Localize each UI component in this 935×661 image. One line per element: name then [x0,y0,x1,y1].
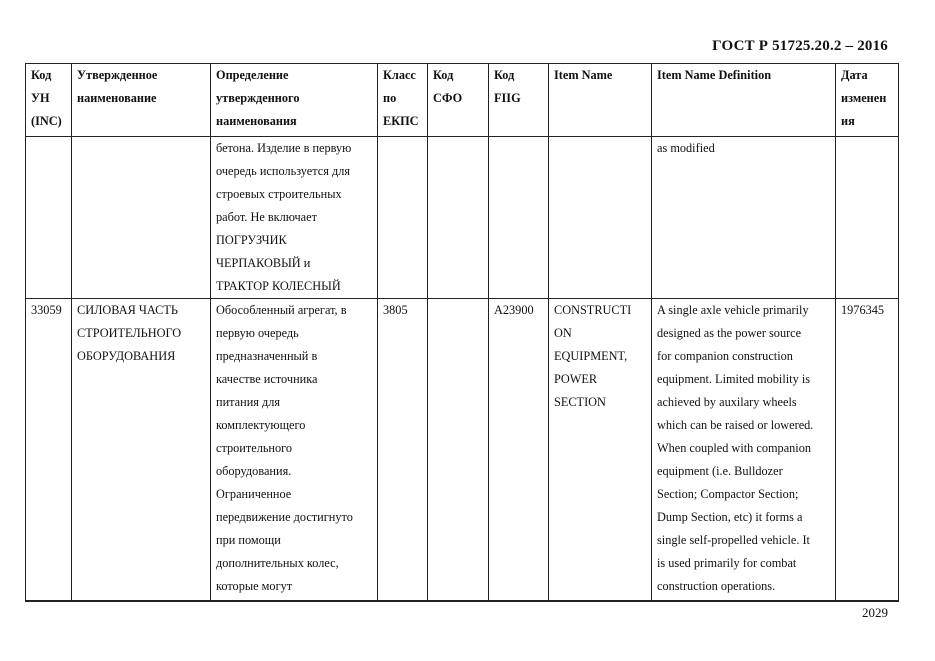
cell-fiig-code: A23900 [489,299,549,601]
cell-inc-code [26,137,72,299]
column-header-item-name-definition: Item Name Definition [652,64,836,137]
column-header-change-date: Дата изменен ия [836,64,899,137]
cell-ekps-class [378,137,428,299]
column-header-inc-code: Код УН (INC) [26,64,72,137]
cell-item-name-definition: as modified [652,137,836,299]
cell-sfo-code [428,137,489,299]
cell-sfo-code [428,299,489,601]
column-header-fiig-code: Код FIIG [489,64,549,137]
column-header-ekps-class: Класс по ЕКПС [378,64,428,137]
column-header-definition: Определение утвержденного наименования [211,64,378,137]
cell-definition: бетона. Изделие в первую очередь используется для строевых строительных работ. Не включает ПОГРУЗЧИК ЧЕРПАКОВЫЙ и ТРАКТОР КОЛЕСНЫЙ [211,137,378,299]
column-header-approved-name: Утвержденное наименование [72,64,211,137]
cell-approved-name [72,137,211,299]
document-standard-code: ГОСТ Р 51725.20.2 – 2016 [712,38,888,54]
column-header-item-name: Item Name [549,64,652,137]
cell-item-name: CONSTRUCTI ON EQUIPMENT, POWER SECTION [549,299,652,601]
cell-change-date [836,137,899,299]
table-header-row [26,64,899,137]
cell-ekps-class: 3805 [378,299,428,601]
cell-change-date: 1976345 [836,299,899,601]
table-row [26,137,899,299]
cell-fiig-code [489,137,549,299]
cell-item-name [549,137,652,299]
table-row [26,299,899,601]
page-number: 2029 [862,605,888,620]
cell-approved-name: СИЛОВАЯ ЧАСТЬ СТРОИТЕЛЬНОГО ОБОРУДОВАНИЯ [72,299,211,601]
cell-inc-code: 33059 [26,299,72,601]
column-header-sfo-code: Код СФО [428,64,489,137]
cell-item-name-definition: A single axle vehicle primarily designed as the power source for companion construction equipment. Limited mobility is achieved by auxilary wheels which can be raised or lowered. When coupled with companion equipment (i.e. Bulldozer Section; Compactor Section; Dump Section, etc) it forms a single self-propelled vehicle. It is used primarily for combat construction operations. [652,299,836,601]
cell-definition: Обособленный агрегат, в первую очередь предназначенный в качестве источника питания для комплектующего строительного оборудования. Ограниченное передвижение достигнуто при помощи дополнительных колес, которые могут [211,299,378,601]
classification-table [25,63,899,602]
